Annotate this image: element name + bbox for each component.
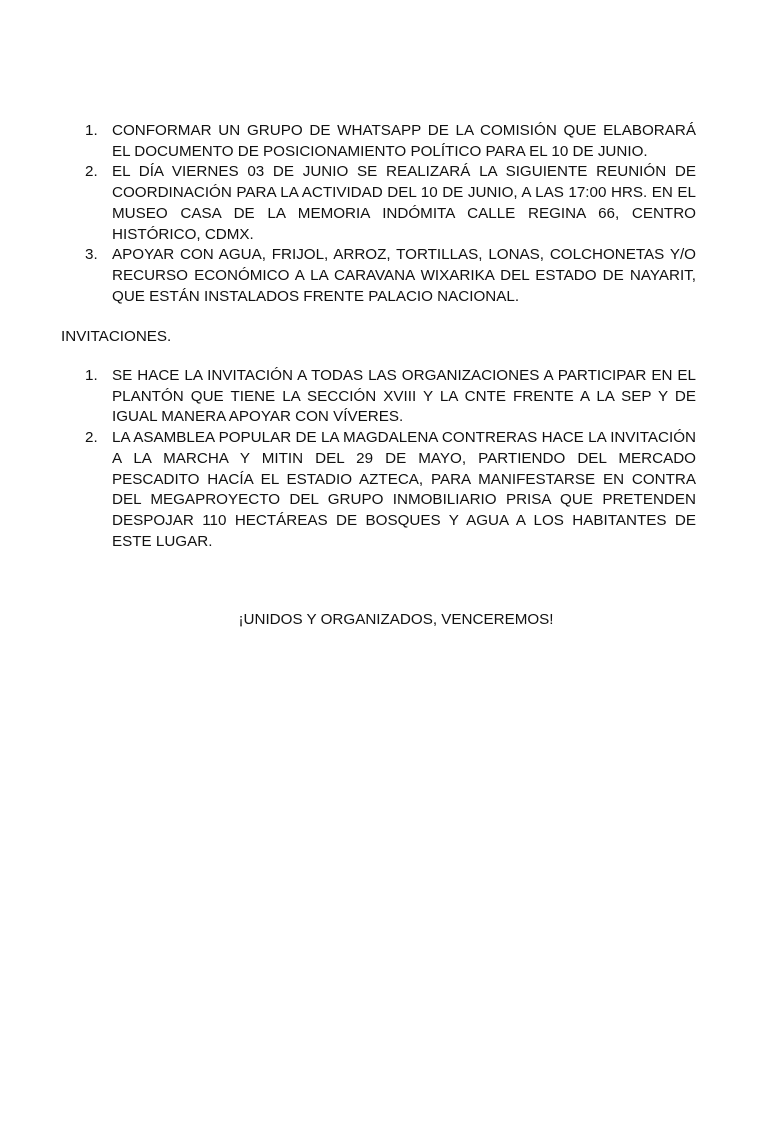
list-item-number: 3. [85,246,98,264]
list-item [80,121,696,162]
invitations-list [80,366,696,552]
list-item [80,245,696,307]
list-item-number: 1. [85,367,98,384]
list-item [80,366,696,428]
list-item [80,162,696,245]
closing-slogan: ¡UNIDOS Y ORGANIZADOS, VENCEREMOS! [238,611,554,628]
invitations-heading: INVITACIONES. [61,328,172,345]
list-item-text: EL DÍA VIERNES 03 DE JUNIO SE REALIZARÁ LA SIGUIENTE REUNIÓN DE COORDINACIÓN PARA LA ACTIVIDAD DEL 10 DE JUNIO, A LAS 17:00 HRS. EN EL MUSEO CASA DE LA MEMORIA INDÓMITA CALLE REGINA 66, CENTRO HISTÓRICO, CDMX. [112,163,696,243]
list-item-text: SE HACE LA INVITACIÓN A TODAS LAS ORGANIZACIONES A PARTICIPAR EN EL PLANTÓN QUE TIENE LA SECCIÓN XVIII Y LA CNTE FRENTE A LA SEP Y DE IGUAL MANERA APOYAR CON VÍVERES. [112,367,696,426]
list-item-text: CONFORMAR UN GRUPO DE WHATSAPP DE LA COMISIÓN QUE ELABORARÁ EL DOCUMENTO DE POSICIONAMIENTO POLÍTICO PARA EL 10 DE JUNIO. [112,122,696,160]
list-item-text: APOYAR CON AGUA, FRIJOL, ARROZ, TORTILLAS, LONAS, COLCHONETAS Y/O RECURSO ECONÓMICO A LA CARAVANA WIXARIKA DEL ESTADO DE NAYARIT, QUE ESTÁN INSTALADOS FRENTE PALACIO NACIONAL. [112,246,696,305]
list-item-number: 2. [85,163,98,181]
list-item-number: 1. [85,122,98,139]
list-item [80,428,696,552]
agreements-list [80,121,696,307]
list-item-text: LA ASAMBLEA POPULAR DE LA MAGDALENA CONTRERAS HACE LA INVITACIÓN A LA MARCHA Y MITIN DEL 29 DE MAYO, PARTIENDO DEL MERCADO PESCADITO HACÍA EL ESTADIO AZTECA, PARA MANIFESTARSE EN CONTRA DEL MEGAPROYECTO DEL GRUPO INMOBILIARIO PRISA QUE PRETENDEN DESPOJAR 110 HECTÁREAS DE BOSQUES Y AGUA A LOS HABITANTES DE ESTE LUGAR. [112,429,696,550]
list-item-number: 2. [85,429,98,447]
